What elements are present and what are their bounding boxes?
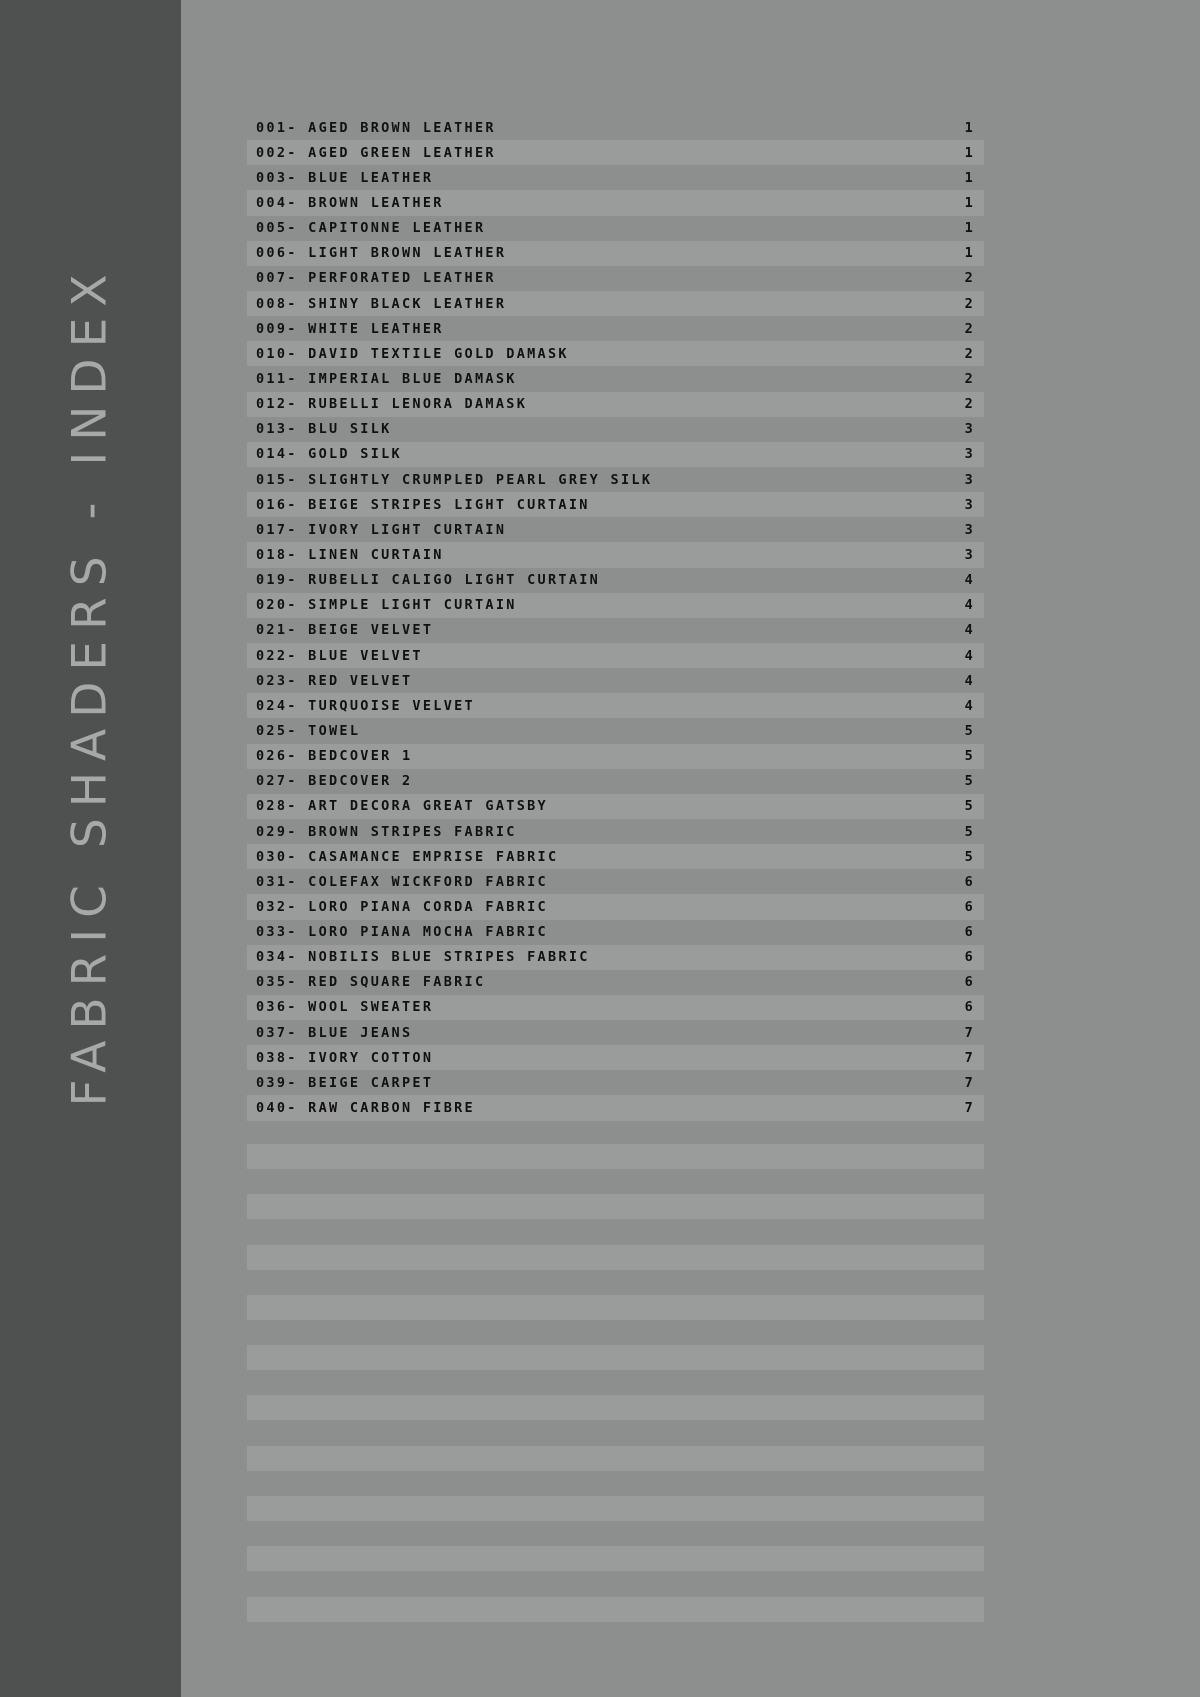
index-entry-page: 7 <box>964 1100 975 1117</box>
index-row <box>247 920 984 945</box>
index-entry-label: 027- BEDCOVER 2 <box>256 773 413 790</box>
index-entry-label: 016- BEIGE STRIPES LIGHT CURTAIN <box>256 496 590 513</box>
index-entry-label: 013- BLU SILK <box>256 421 392 438</box>
index-entry-label: 007- PERFORATED LEATHER <box>256 270 496 287</box>
index-row <box>247 366 984 391</box>
index-entry-label: 035- RED SQUARE FABRIC <box>256 974 486 991</box>
empty-row-stripe <box>247 1395 984 1420</box>
index-entry-page: 2 <box>964 295 975 312</box>
index-entry-page: 4 <box>964 647 975 664</box>
sidebar <box>0 0 181 1697</box>
index-row <box>247 970 984 995</box>
index-entry-page: 2 <box>964 396 975 413</box>
index-entry-page: 1 <box>964 245 975 262</box>
index-row <box>247 341 984 366</box>
index-entry-page: 3 <box>964 446 975 463</box>
index-entry-page: 3 <box>964 421 975 438</box>
index-entry-label: 025- TOWEL <box>256 722 361 739</box>
index-row <box>247 568 984 593</box>
index-entry-label: 012- RUBELLI LENORA DAMASK <box>256 396 528 413</box>
index-entry-page: 7 <box>964 1074 975 1091</box>
index-row <box>247 995 984 1020</box>
index-entry-page: 3 <box>964 471 975 488</box>
index-entry-page: 6 <box>964 898 975 915</box>
index-entry-label: 026- BEDCOVER 1 <box>256 748 413 765</box>
index-row <box>247 869 984 894</box>
index-row <box>247 744 984 769</box>
index-entry-label: 021- BEIGE VELVET <box>256 622 434 639</box>
index-entry-page: 6 <box>964 949 975 966</box>
index-row <box>247 542 984 567</box>
index-entry-page: 1 <box>964 220 975 237</box>
index-entry-label: 005- CAPITONNE LEATHER <box>256 220 486 237</box>
index-row <box>247 241 984 266</box>
index-row <box>247 190 984 215</box>
index-entry-page: 4 <box>964 622 975 639</box>
index-entry-page: 5 <box>964 848 975 865</box>
empty-row-stripe <box>247 1496 984 1521</box>
index-entry-label: 031- COLEFAX WICKFORD FABRIC <box>256 873 548 890</box>
index-entry-label: 033- LORO PIANA MOCHA FABRIC <box>256 924 548 941</box>
index-entry-label: 037- BLUE JEANS <box>256 1024 413 1041</box>
empty-rows <box>247 1144 984 1647</box>
index-row <box>247 643 984 668</box>
index-entry-label: 015- SLIGHTLY CRUMPLED PEARL GREY SILK <box>256 471 653 488</box>
index-entry-label: 014- GOLD SILK <box>256 446 402 463</box>
index-entry-page: 6 <box>964 924 975 941</box>
index-entry-label: 020- SIMPLE LIGHT CURTAIN <box>256 597 517 614</box>
index-row <box>247 216 984 241</box>
index-row <box>247 819 984 844</box>
index-entry-label: 002- AGED GREEN LEATHER <box>256 144 496 161</box>
empty-row-stripe <box>247 1144 984 1169</box>
index-entry-label: 017- IVORY LIGHT CURTAIN <box>256 521 507 538</box>
index-entry-page: 5 <box>964 748 975 765</box>
index-row <box>247 894 984 919</box>
index-entry-page: 5 <box>964 823 975 840</box>
index-entry-label: 039- BEIGE CARPET <box>256 1074 434 1091</box>
index-entry-page: 3 <box>964 521 975 538</box>
page-title: FABRIC SHADERS - INDEX <box>62 263 118 1107</box>
index-entry-page: 2 <box>964 370 975 387</box>
index-row <box>247 693 984 718</box>
index-row <box>247 769 984 794</box>
index-entry-page: 6 <box>964 999 975 1016</box>
index-entry-label: 011- IMPERIAL BLUE DAMASK <box>256 370 517 387</box>
index-entry-page: 1 <box>964 169 975 186</box>
index-row <box>247 291 984 316</box>
index-row <box>247 1020 984 1045</box>
index-entry-label: 034- NOBILIS BLUE STRIPES FABRIC <box>256 949 590 966</box>
empty-row-stripe <box>247 1546 984 1571</box>
empty-row-stripe <box>247 1194 984 1219</box>
index-row <box>247 266 984 291</box>
index-row <box>247 1095 984 1120</box>
index-row <box>247 140 984 165</box>
index-row <box>247 392 984 417</box>
index-entry-label: 003- BLUE LEATHER <box>256 169 434 186</box>
index-row <box>247 316 984 341</box>
index-entry-page: 3 <box>964 546 975 563</box>
empty-row-stripe <box>247 1295 984 1320</box>
index-row <box>247 794 984 819</box>
index-entry-label: 009- WHITE LEATHER <box>256 320 444 337</box>
index-entry-label: 038- IVORY COTTON <box>256 1049 434 1066</box>
index-entry-page: 2 <box>964 320 975 337</box>
index-entry-page: 2 <box>964 345 975 362</box>
index-row <box>247 115 984 140</box>
index-entry-page: 4 <box>964 697 975 714</box>
index-entry-label: 032- LORO PIANA CORDA FABRIC <box>256 898 548 915</box>
index-entry-page: 1 <box>964 194 975 211</box>
index-row <box>247 417 984 442</box>
index-entry-label: 028- ART DECORA GREAT GATSBY <box>256 798 548 815</box>
index-entry-page: 7 <box>964 1024 975 1041</box>
index-row <box>247 1045 984 1070</box>
index-row <box>247 593 984 618</box>
index-row <box>247 844 984 869</box>
index-entry-label: 040- RAW CARBON FIBRE <box>256 1100 475 1117</box>
index-entry-page: 4 <box>964 572 975 589</box>
index-entry-page: 1 <box>964 144 975 161</box>
index-row <box>247 165 984 190</box>
empty-row-stripe <box>247 1446 984 1471</box>
index-row <box>247 1070 984 1095</box>
index-row <box>247 492 984 517</box>
empty-row-stripe <box>247 1597 984 1622</box>
index-entry-page: 5 <box>964 773 975 790</box>
index-entry-label: 001- AGED BROWN LEATHER <box>256 119 496 136</box>
index-entry-label: 010- DAVID TEXTILE GOLD DAMASK <box>256 345 569 362</box>
index-row <box>247 945 984 970</box>
index-entry-label: 022- BLUE VELVET <box>256 647 423 664</box>
index-entry-label: 029- BROWN STRIPES FABRIC <box>256 823 517 840</box>
index-entry-page: 6 <box>964 974 975 991</box>
index-entry-page: 3 <box>964 496 975 513</box>
index-entry-label: 006- LIGHT BROWN LEATHER <box>256 245 507 262</box>
empty-row-stripe <box>247 1245 984 1270</box>
index-entry-label: 023- RED VELVET <box>256 672 413 689</box>
index-row <box>247 618 984 643</box>
index-entry-page: 1 <box>964 119 975 136</box>
index-entry-label: 004- BROWN LEATHER <box>256 194 444 211</box>
index-list <box>247 115 984 1121</box>
empty-row-stripe <box>247 1345 984 1370</box>
index-entry-label: 008- SHINY BLACK LEATHER <box>256 295 507 312</box>
index-entry-label: 024- TURQUOISE VELVET <box>256 697 475 714</box>
index-row <box>247 467 984 492</box>
index-entry-label: 036- WOOL SWEATER <box>256 999 434 1016</box>
index-row <box>247 718 984 743</box>
index-entry-label: 030- CASAMANCE EMPRISE FABRIC <box>256 848 559 865</box>
index-entry-page: 2 <box>964 270 975 287</box>
index-row <box>247 442 984 467</box>
index-entry-label: 019- RUBELLI CALIGO LIGHT CURTAIN <box>256 572 601 589</box>
index-entry-label: 018- LINEN CURTAIN <box>256 546 444 563</box>
index-entry-page: 7 <box>964 1049 975 1066</box>
index-entry-page: 5 <box>964 798 975 815</box>
index-entry-page: 6 <box>964 873 975 890</box>
index-entry-page: 5 <box>964 722 975 739</box>
index-entry-page: 4 <box>964 672 975 689</box>
index-entry-page: 4 <box>964 597 975 614</box>
index-row <box>247 517 984 542</box>
index-row <box>247 668 984 693</box>
